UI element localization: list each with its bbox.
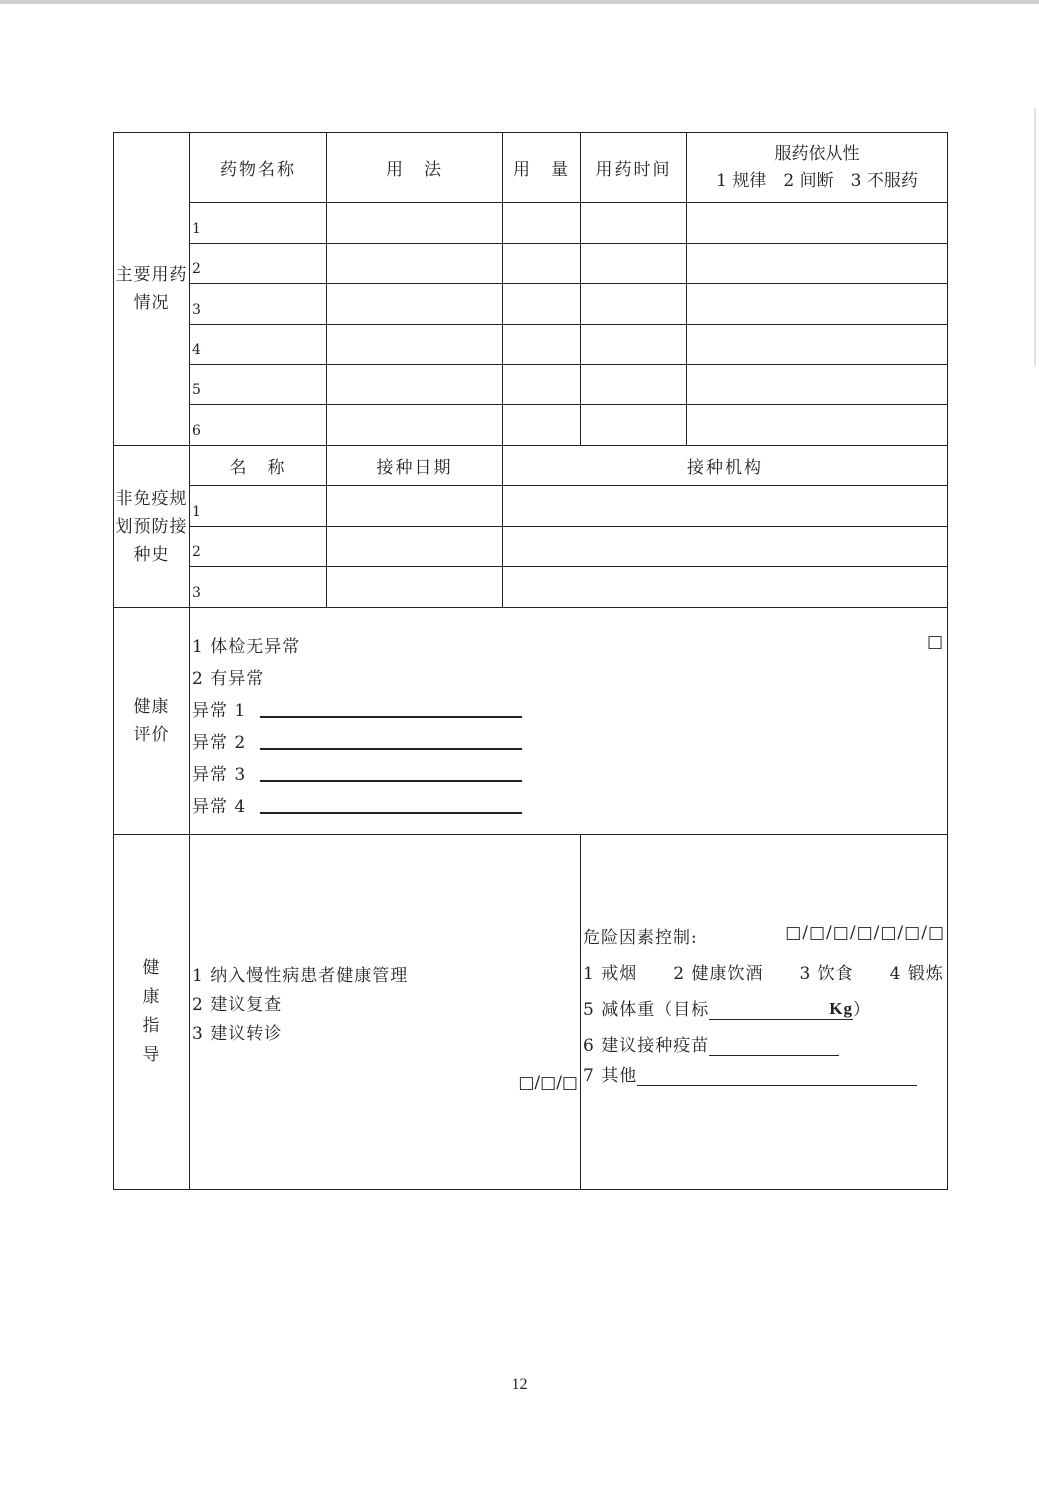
med-row-number: 5 — [190, 365, 327, 405]
header-usage: 用 法 — [327, 133, 503, 203]
med-time-cell[interactable] — [581, 365, 687, 405]
vac-date-cell[interactable] — [327, 567, 503, 608]
compliance-title: 服药依从性 — [774, 143, 860, 164]
med-dose-cell[interactable] — [503, 284, 581, 325]
med-row-number: 2 — [190, 244, 327, 284]
eval-option-abnormal: 2 有异常 — [192, 669, 265, 689]
vac-row-number: 3 — [190, 567, 327, 608]
med-compliance-cell[interactable] — [687, 284, 948, 325]
guide-checkboxes[interactable]: □/□/□ — [518, 1073, 578, 1093]
med-time-cell[interactable] — [581, 244, 687, 284]
vac-date-cell[interactable] — [327, 527, 503, 567]
med-row-number: 4 — [190, 325, 327, 365]
page-top-border — [0, 0, 1039, 4]
vac-institution-cell[interactable] — [503, 567, 948, 608]
med-dose-cell[interactable] — [503, 244, 581, 284]
health-guide-right — [581, 835, 948, 1190]
abnormal-input-line[interactable] — [260, 790, 522, 814]
med-time-cell[interactable] — [581, 203, 687, 244]
eval-checkbox[interactable]: □ — [926, 632, 944, 652]
med-dose-cell[interactable] — [503, 203, 581, 244]
abnormal-label: 异常 1 — [192, 701, 247, 721]
vaccine-input[interactable] — [709, 1035, 839, 1056]
weight-target-row — [583, 995, 871, 1020]
vac-institution-cell[interactable] — [503, 527, 948, 567]
header-vaccine-institution: 接种机构 — [503, 446, 948, 486]
abnormal-input-line[interactable] — [260, 726, 522, 750]
weight-target-input[interactable] — [709, 999, 829, 1020]
page-edge-mark — [1034, 108, 1036, 366]
weight-close: ） — [852, 1000, 871, 1020]
vaccine-row — [583, 1031, 839, 1056]
health-guide-section-label: 健康指导 — [114, 835, 190, 1190]
other-label: 7 其他 — [583, 1066, 638, 1086]
med-time-cell[interactable] — [581, 325, 687, 365]
med-usage-cell[interactable] — [327, 244, 503, 284]
med-row-number: 6 — [190, 405, 327, 446]
med-compliance-cell[interactable] — [687, 244, 948, 284]
med-compliance-cell[interactable] — [687, 405, 948, 446]
header-vaccine-name: 名 称 — [190, 446, 327, 486]
header-dose: 用 量 — [503, 133, 581, 203]
med-compliance-cell[interactable] — [687, 325, 948, 365]
med-dose-cell[interactable] — [503, 405, 581, 446]
med-usage-cell[interactable] — [327, 365, 503, 405]
abnormal-label: 异常 3 — [192, 765, 247, 785]
guide-option: 1 纳入慢性病患者健康管理 — [192, 966, 409, 986]
risk-title: 危险因素控制: — [583, 928, 698, 948]
eval-option-normal: 1 体检无异常 — [192, 637, 301, 657]
weight-label: 5 减体重（目标 — [583, 1000, 710, 1020]
header-time: 用药时间 — [581, 133, 687, 203]
med-row-number: 3 — [190, 284, 327, 325]
health-eval-content — [190, 608, 948, 835]
vac-row-number: 1 — [190, 486, 327, 527]
health-guide-left — [190, 835, 581, 1190]
med-usage-cell[interactable] — [327, 405, 503, 446]
medication-section-label: 主要用药情况 — [114, 133, 190, 446]
guide-option: 2 建议复查 — [192, 995, 283, 1015]
health-eval-section-label: 健康评价 — [114, 608, 190, 835]
header-vaccine-date: 接种日期 — [327, 446, 503, 486]
med-time-cell[interactable] — [581, 284, 687, 325]
weight-unit: Kg — [829, 999, 853, 1018]
vac-institution-cell[interactable] — [503, 486, 948, 527]
header-compliance — [687, 133, 948, 203]
vac-row-number: 2 — [190, 527, 327, 567]
vaccination-section-label: 非免疫规划预防接种史 — [114, 446, 190, 608]
med-usage-cell[interactable] — [327, 325, 503, 365]
med-dose-cell[interactable] — [503, 325, 581, 365]
med-time-cell[interactable] — [581, 405, 687, 446]
guide-option: 3 建议转诊 — [192, 1024, 283, 1044]
abnormal-label: 异常 2 — [192, 733, 247, 753]
compliance-options: 1 规律 2 间断 3 不服药 — [716, 170, 918, 191]
vac-date-cell[interactable] — [327, 486, 503, 527]
abnormal-input-line[interactable] — [260, 758, 522, 782]
med-dose-cell[interactable] — [503, 365, 581, 405]
risk-options-line: 1 戒烟 2 健康饮酒 3 饮食 4 锻炼 — [583, 964, 944, 984]
health-record-form — [113, 132, 948, 1190]
med-compliance-cell[interactable] — [687, 203, 948, 244]
vaccine-label: 6 建议接种疫苗 — [583, 1036, 710, 1056]
med-usage-cell[interactable] — [327, 284, 503, 325]
other-input[interactable] — [637, 1065, 917, 1086]
page-number: 12 — [511, 1376, 528, 1393]
abnormal-label: 异常 4 — [192, 797, 247, 817]
med-row-number: 1 — [190, 203, 327, 244]
header-drug-name: 药物名称 — [190, 133, 327, 203]
abnormal-input-line[interactable] — [260, 694, 522, 718]
med-compliance-cell[interactable] — [687, 365, 948, 405]
other-row — [583, 1061, 917, 1086]
med-usage-cell[interactable] — [327, 203, 503, 244]
risk-checkboxes[interactable]: □/□/□/□/□/□/□ — [785, 923, 946, 943]
